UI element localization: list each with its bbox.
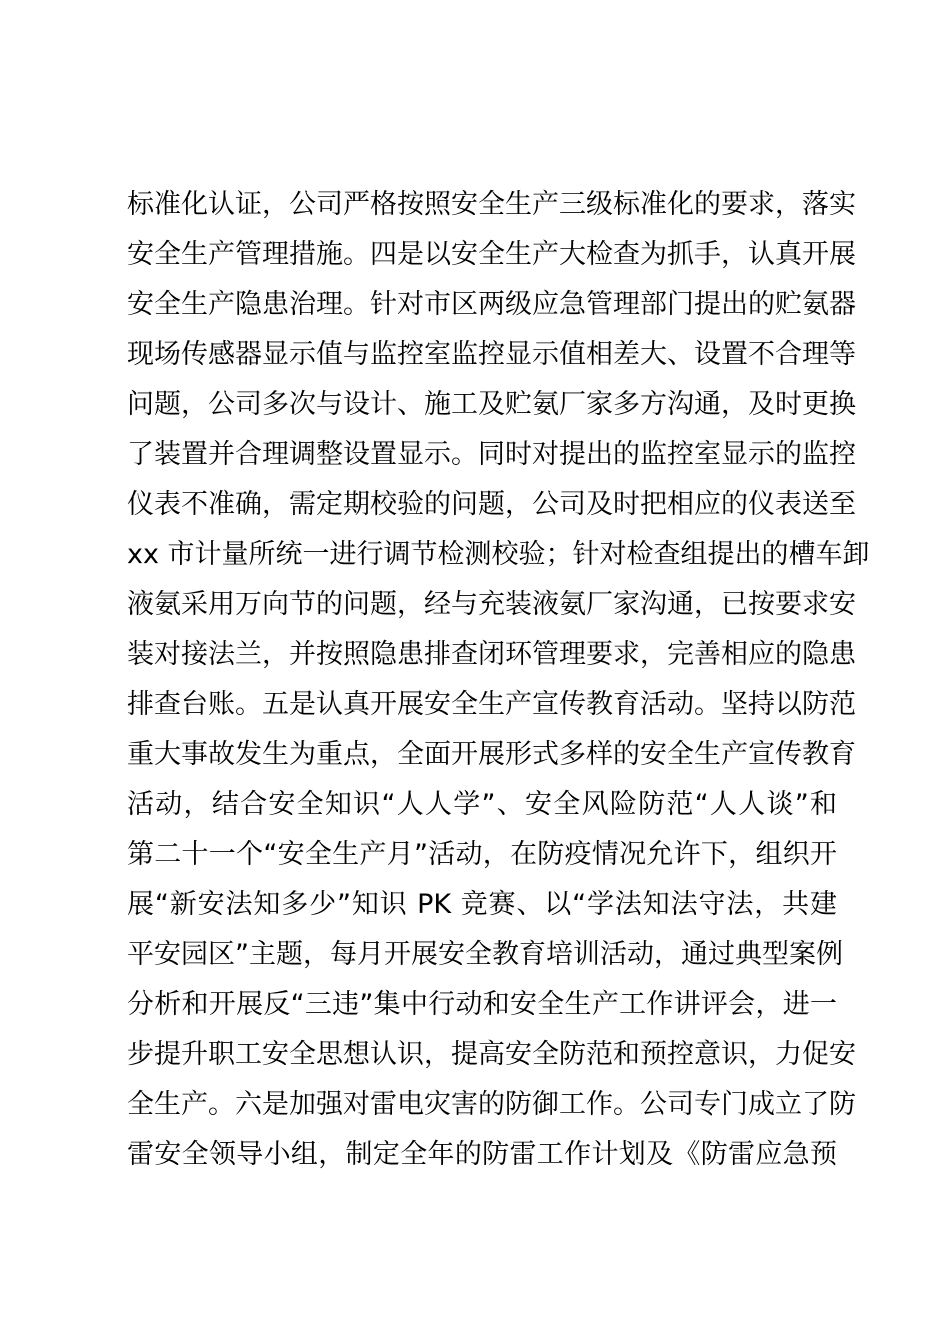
text-line: 平安园区”主题，每月开展安全教育培训活动，通过典型案例 [127,939,843,970]
text-line: 第二十一个“安全生产月”活动，在防疫情况允许下，组织开 [127,839,837,870]
text-line: 排查台账。五是认真开展安全生产宣传教育活动。坚持以防范 [127,689,856,720]
text-line: xx 市计量所统一进行调节检测校验；针对检查组提出的槽车卸 [127,539,870,570]
text-line: 仪表不准确，需定期校验的问题，公司及时把相应的仪表送至 [127,489,856,520]
text-line: 问题，公司多次与设计、施工及贮氨厂家多方沟通，及时更换 [127,389,856,420]
text-line: 现场传感器显示值与监控室监控显示值相差大、设置不合理等 [127,339,856,370]
text-line: 液氨采用万向节的问题，经与充装液氨厂家沟通，已按要求安 [127,589,856,620]
text-line: 步提升职工安全思想认识，提高安全防范和预控意识，力促安 [127,1039,856,1070]
text-line: 分析和开展反“三违”集中行动和安全生产工作讲评会，进一 [127,989,837,1020]
text-line: 全生产。六是加强对雷电灾害的防御工作。公司专门成立了防 [127,1089,856,1120]
text-line: 了装置并合理调整设置显示。同时对提出的监控室显示的监控 [127,439,856,470]
text-line: 活动，结合安全知识“人人学”、安全风险防范“人人谈”和 [127,789,837,820]
text-line: 安全生产隐患治理。针对市区两级应急管理部门提出的贮氨器 [127,289,856,320]
text-line: 装对接法兰，并按照隐患排查闭环管理要求，完善相应的隐患 [127,639,856,670]
text-line: 标准化认证，公司严格按照安全生产三级标准化的要求，落实 [127,189,856,220]
text-line: 展“新安法知多少”知识 PK 竞赛、以“学法知法守法，共建 [127,889,837,920]
text-line: 重大事故发生为重点，全面开展形式多样的安全生产宣传教育 [127,739,856,770]
text-line: 雷安全领导小组，制定全年的防雷工作计划及《防雷应急预 [127,1139,837,1170]
text-line: 安全生产管理措施。四是以安全生产大检查为抓手，认真开展 [127,239,856,270]
body-text [127,180,870,1180]
